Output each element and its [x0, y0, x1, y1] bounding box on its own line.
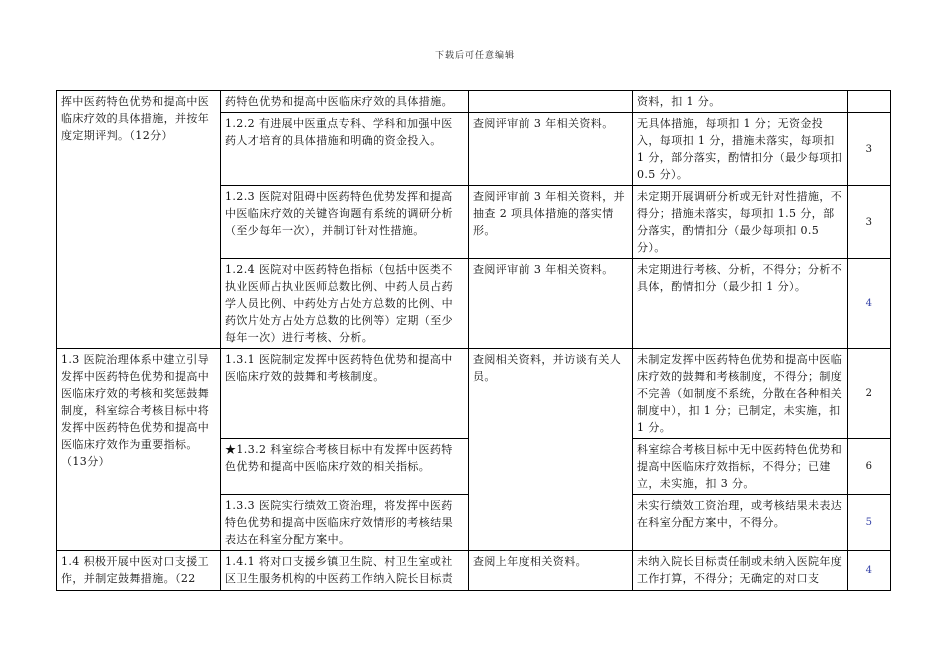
method-cell: 查阅上年度相关资料。 — [469, 551, 633, 591]
table-row — [57, 349, 891, 439]
scoring-cell: 无具体措施，每项扣 1 分；无资金投入，每项扣 1 分，措施未落实，每项扣 1 分，部分落实，酌情扣分（最少每项扣 0.5 分）。 — [633, 113, 848, 186]
scoring-cell: 未实行绩效工资治理，或考核结果未表达在科室分配方案中，不得分。 — [633, 495, 848, 551]
standard-cell: 1.4.1 将对口支援乡镇卫生院、村卫生室或社区卫生服务机构的中医药工作纳入院长目标责 — [221, 551, 469, 591]
item-cell: 1.3 医院治理体系中建立引导发挥中医药特色优势和提高中医临床疗效的考核和奖惩鼓舞制度，科室综合考核目标中将发挥中医药特色优势和提高中医临床疗效作为重要指标。（13分） — [57, 349, 221, 551]
item-cell: 1.4 积极开展中医对口支援工作，并制定鼓舞措施。（22 — [57, 551, 221, 591]
table-row — [57, 551, 891, 591]
table-row — [57, 91, 891, 113]
item-cell: 挥中医药特色优势和提高中医临床疗效的具体措施，并按年度定期评判。（12分） — [57, 91, 221, 349]
method-cell: 查阅评审前 3 年相关资料，并抽查 2 项具体措施的落实情形。 — [469, 186, 633, 259]
standard-cell: 1.3.1 医院制定发挥中医药特色优势和提高中医临床疗效的鼓舞和考核制度。 — [221, 349, 469, 439]
method-cell — [469, 91, 633, 113]
standard-cell: ★1.3.2 科室综合考核目标中有发挥中医药特色优势和提高中医临床疗效的相关指标。 — [221, 439, 469, 495]
method-cell: 查阅评审前 3 年相关资料。 — [469, 259, 633, 349]
score-cell: 3 — [848, 186, 891, 259]
standard-cell: 1.2.2 有进展中医重点专科、学科和加强中医药人才培育的具体措施和明确的资金投入。 — [221, 113, 469, 186]
scoring-cell: 未定期进行考核、分析，不得分；分析不具体，酌情扣分（最少扣 1 分）。 — [633, 259, 848, 349]
standard-cell: 1.2.4 医院对中医药特色指标（包括中医类不执业医师占执业医师总数比例、中药人员占药学人员比例、中药处方占处方总数的比例、中药饮片处方占处方总数的比例等）定期（至少每年一次）进行考核、分析。 — [221, 259, 469, 349]
score-cell: 3 — [848, 113, 891, 186]
score-cell: 5 — [848, 495, 891, 551]
method-cell: 查阅相关资料，并访谈有关人员。 — [469, 349, 633, 551]
scoring-cell: 资料，扣 1 分。 — [633, 91, 848, 113]
standard-cell: 药特色优势和提高中医临床疗效的具体措施。 — [221, 91, 469, 113]
standard-cell: 1.3.3 医院实行绩效工资治理，将发挥中医药特色优势和提高中医临床疗效情形的考核结果表达在科室分配方案中。 — [221, 495, 469, 551]
score-cell: 6 — [848, 439, 891, 495]
score-cell: 4 — [848, 259, 891, 349]
evaluation-table — [56, 90, 891, 591]
scoring-cell: 科室综合考核目标中无中医药特色优势和提高中医临床疗效指标，不得分；已建立，未实施，扣 3 分。 — [633, 439, 848, 495]
score-cell: 4 — [848, 551, 891, 591]
score-cell — [848, 91, 891, 113]
page-header-note: 下载后可任意编辑 — [434, 51, 515, 61]
score-cell: 2 — [848, 349, 891, 439]
standard-cell: 1.2.3 医院对阻碍中医药特色优势发挥和提高中医临床疗效的关键咨询题有系统的调研分析（至少每年一次），并制订针对性措施。 — [221, 186, 469, 259]
method-cell: 查阅评审前 3 年相关资料。 — [469, 113, 633, 186]
scoring-cell: 未纳入院长目标责任制或未纳入医院年度工作打算，不得分；无确定的对口支 — [633, 551, 848, 591]
scoring-cell: 未制定发挥中医药特色优势和提高中医临床疗效的鼓舞和考核制度，不得分；制度不完善（如制度不系统，分散在各种相关制度中），扣 1 分；已制定，未实施，扣 1 分。 — [633, 349, 848, 439]
scoring-cell: 未定期开展调研分析或无针对性措施，不得分；措施未落实，每项扣 1.5 分，部分落实，酌情扣分（最少每项扣 0.5 分）。 — [633, 186, 848, 259]
